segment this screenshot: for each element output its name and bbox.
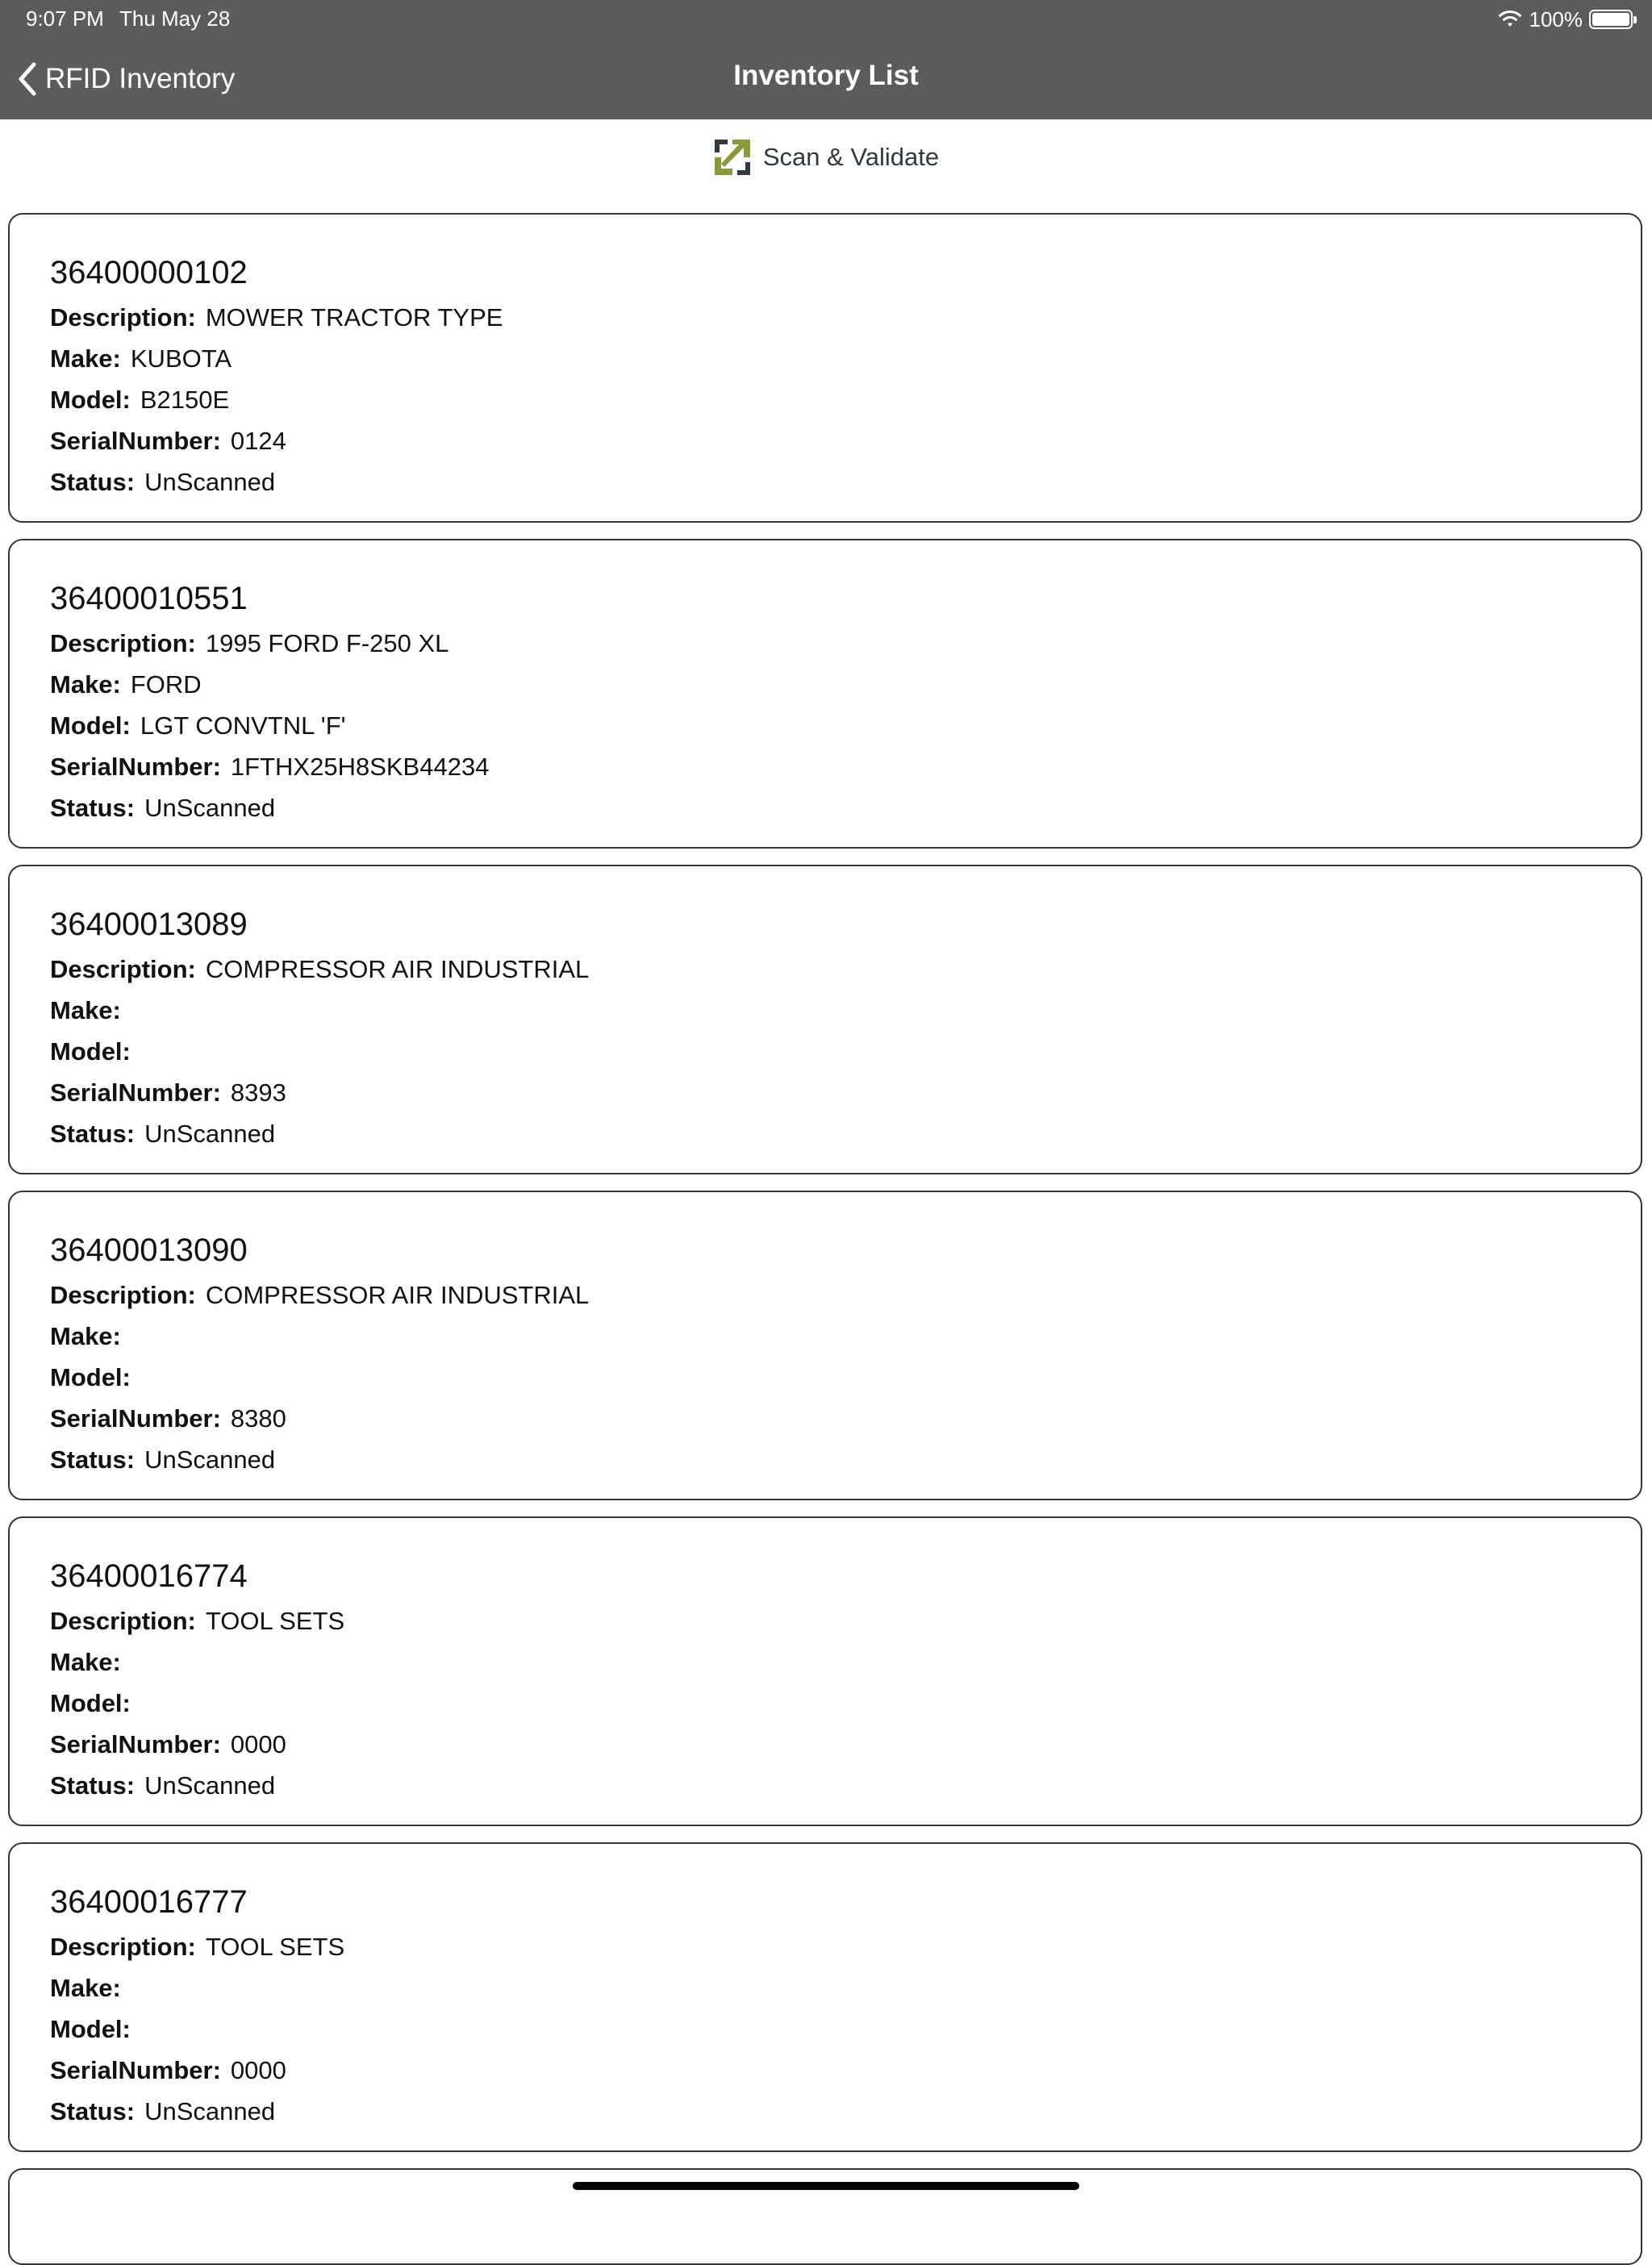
asset-number: 36400010551 [50,581,248,616]
model-label: Model: [50,2015,131,2043]
serial-label: SerialNumber: [50,427,221,455]
asset-number: 36400016774 [50,1558,248,1594]
serial-value: 0000 [230,1730,286,1758]
description-row [50,1274,1641,1316]
inventory-item-card[interactable] [8,213,1642,523]
make-value: FORD [130,670,202,699]
status-row [50,2091,1641,2132]
make-label: Make: [50,1322,121,1350]
status-label: Status: [50,1771,136,1800]
status-row [50,1765,1641,1806]
description-row [50,1600,1641,1641]
description-row [50,297,1641,338]
description-label: Description: [50,303,196,332]
make-row [50,338,1641,379]
status-value: UnScanned [144,1120,276,1148]
status-date: Thu May 28 [119,6,231,31]
serial-value: 8380 [230,1404,286,1433]
scan-validate-logo-icon [713,138,752,177]
navigation-bar [0,0,1652,119]
page-title: Inventory List [733,60,919,91]
inventory-item-card[interactable] [8,1191,1642,1500]
description-label: Description: [50,1933,196,1961]
description-value: MOWER TRACTOR TYPE [205,303,503,332]
model-label: Model: [50,711,131,740]
wifi-icon [1497,9,1523,30]
status-row [50,1439,1641,1480]
make-row [50,1967,1641,2008]
description-row [50,623,1641,664]
serial-number-row [50,2050,1641,2091]
serial-value: 0000 [230,2056,286,2084]
serial-value: 1FTHX25H8SKB44234 [230,753,490,781]
battery-percentage: 100% [1529,6,1583,31]
description-value: 1995 FORD F-250 XL [205,629,449,657]
inventory-item-card[interactable] [8,1516,1642,1826]
make-row [50,1316,1641,1357]
model-value: LGT CONVTNL 'F' [140,711,346,740]
model-label: Model: [50,1689,131,1717]
model-label: Model: [50,1037,131,1066]
description-value: TOOL SETS [205,1933,345,1961]
serial-value: 8393 [230,1078,286,1107]
model-row [50,2008,1641,2050]
model-row [50,379,1641,420]
description-value: COMPRESSOR AIR INDUSTRIAL [205,955,590,983]
description-label: Description: [50,629,196,657]
serial-label: SerialNumber: [50,1078,221,1107]
description-label: Description: [50,1607,196,1635]
status-value: UnScanned [144,794,276,822]
model-row [50,1357,1641,1398]
serial-number-row [50,420,1641,461]
asset-number: 36400000102 [50,255,248,290]
back-button-label: RFID Inventory [45,63,236,94]
status-label: Status: [50,468,136,496]
inventory-list [8,213,1642,2265]
status-value: UnScanned [144,1445,276,1474]
make-row [50,1641,1641,1683]
serial-label: SerialNumber: [50,753,221,781]
model-value: B2150E [140,386,230,414]
status-label: Status: [50,794,136,822]
brand-name: Scan & Validate [762,143,940,171]
model-label: Model: [50,386,131,414]
model-label: Model: [50,1363,131,1391]
model-row [50,1031,1641,1072]
description-row [50,949,1641,990]
serial-label: SerialNumber: [50,1404,221,1433]
status-row [50,787,1641,828]
make-label: Make: [50,996,121,1024]
serial-value: 0124 [230,427,286,455]
serial-number-row [50,1398,1641,1439]
brand-logo [0,136,1652,179]
status-value: UnScanned [144,2097,276,2125]
serial-number-row [50,746,1641,787]
battery-icon [1589,10,1633,29]
make-label: Make: [50,1974,121,2002]
status-label: Status: [50,2097,136,2125]
serial-number-row [50,1072,1641,1113]
make-label: Make: [50,1648,121,1676]
inventory-item-card[interactable] [8,865,1642,1174]
status-label: Status: [50,1445,136,1474]
serial-label: SerialNumber: [50,2056,221,2084]
make-row [50,990,1641,1031]
status-time: 9:07 PM [26,6,104,31]
asset-number: 36400013090 [50,1233,248,1268]
inventory-item-card[interactable] [8,1842,1642,2152]
status-value: UnScanned [144,468,276,496]
status-row [50,461,1641,503]
model-row [50,705,1641,746]
description-value: COMPRESSOR AIR INDUSTRIAL [205,1281,590,1309]
description-value: TOOL SETS [205,1607,345,1635]
make-value: KUBOTA [130,344,232,373]
make-label: Make: [50,670,121,699]
model-row [50,1683,1641,1724]
status-indicators [1497,6,1633,32]
status-value: UnScanned [144,1771,276,1800]
description-row [50,1926,1641,1967]
make-row [50,664,1641,705]
home-indicator[interactable] [573,2182,1079,2190]
serial-number-row [50,1724,1641,1765]
description-label: Description: [50,1281,196,1309]
asset-number: 36400016777 [50,1884,248,1920]
status-row [50,1113,1641,1154]
asset-number: 36400013089 [50,907,248,942]
status-label: Status: [50,1120,136,1148]
inventory-item-card[interactable] [8,539,1642,849]
make-label: Make: [50,344,121,373]
description-label: Description: [50,955,196,983]
serial-label: SerialNumber: [50,1730,221,1758]
